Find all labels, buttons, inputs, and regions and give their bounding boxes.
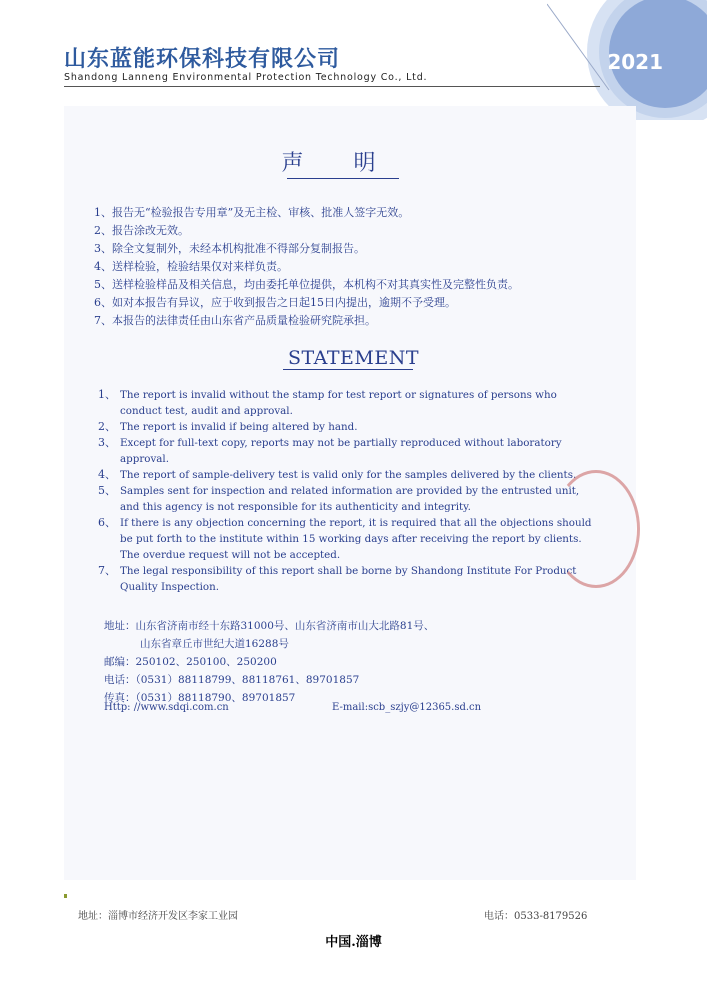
list-item <box>98 467 592 483</box>
item-number: 7、 <box>98 564 116 577</box>
item-text: Except for full-text copy, reports may not be partially reproduced without laboratory approval. <box>120 437 562 465</box>
statement-list-en <box>98 387 592 595</box>
list-item: 7、本报告的法律责任由山东省产品质量检验研究院承担。 <box>94 314 376 327</box>
scan-mark <box>64 894 67 898</box>
year-badge: 2021 <box>607 50 663 74</box>
email-link[interactable]: E-mail:scb_szjy@12365.sd.cn <box>332 702 482 713</box>
item-text: The report of sample-delivery test is valid only for the samples delivered by the clients. <box>120 469 577 481</box>
item-text: The legal responsibility of this report shall be borne by Shandong Institute For Product Quality Inspection. <box>120 565 577 593</box>
list-item: 4、送样检验，检验结果仅对来样负责。 <box>94 260 288 273</box>
website-link[interactable]: Http: //www.sdqi.com.cn <box>104 702 229 713</box>
statement-title-en: STATEMENT <box>288 347 419 369</box>
postcode-line: 邮编：250102、250100、250200 <box>104 656 277 668</box>
item-text: The report is invalid without the stamp for test report or signatures of persons who conduct test, audit and approval. <box>120 389 557 417</box>
company-name-en: Shandong Lanneng Environmental Protection Technology Co., Ltd. <box>64 72 428 83</box>
web-email-row <box>104 702 524 713</box>
item-text: Samples sent for inspection and related information are provided by the entrusted unit, and this agency is not responsible for its authenticity and integrity. <box>120 485 580 513</box>
list-item <box>98 515 592 563</box>
list-item: 1、报告无“检验报告专用章”及无主检、审核、批准人签字无效。 <box>94 206 410 219</box>
item-number: 5、 <box>98 484 116 497</box>
statement-title-cn: 声明 <box>281 151 426 176</box>
footer-address: 地址：淄博市经济开发区李家工业园 <box>78 911 238 922</box>
footer-phone: 电话：0533-8179526 <box>484 911 588 922</box>
red-seal-stamp <box>552 470 640 588</box>
title-underline-cn <box>287 178 399 179</box>
list-item <box>98 419 592 435</box>
footer-city: 中国.淄博 <box>325 935 382 950</box>
list-item: 3、除全文复制外，未经本机构批准不得部分复制报告。 <box>94 242 365 255</box>
item-number: 2、 <box>98 420 116 433</box>
fax-line: 传真：（0531）88118790、89701857 <box>104 692 296 704</box>
item-text: If there is any objection concerning the report, it is required that all the objections should be put forth to the institute within 15 working days after receiving the report by clients. The overdue request will not be accepted. <box>120 517 592 561</box>
address-line: 山东省章丘市世纪大道16288号 <box>140 638 289 650</box>
list-item <box>98 563 592 595</box>
phone-line: 电话：（0531）88118799、88118761、89701857 <box>104 674 360 686</box>
statement-list-cn <box>94 204 614 330</box>
header-divider <box>64 86 600 87</box>
item-number: 4、 <box>98 468 116 481</box>
list-item: 5、送样检验样品及相关信息，均由委托单位提供，本机构不对其真实性及完整性负责。 <box>94 278 519 291</box>
list-item: 2、报告涂改无效。 <box>94 224 189 237</box>
contact-block <box>104 617 434 707</box>
item-number: 3、 <box>98 436 116 449</box>
list-item <box>98 387 592 419</box>
title-underline-en <box>283 369 413 370</box>
company-name-cn: 山东蓝能环保科技有限公司 <box>64 47 341 72</box>
list-item: 6、如对本报告有异议，应于收到报告之日起15日内提出，逾期不予受理。 <box>94 296 456 309</box>
item-number: 1、 <box>98 388 116 401</box>
item-text: The report is invalid if being altered by hand. <box>120 421 358 433</box>
list-item <box>98 483 592 515</box>
address-line: 地址：山东省济南市经十东路31000号、山东省济南市山大北路81号、 <box>104 620 435 632</box>
item-number: 6、 <box>98 516 116 529</box>
list-item <box>98 435 592 467</box>
